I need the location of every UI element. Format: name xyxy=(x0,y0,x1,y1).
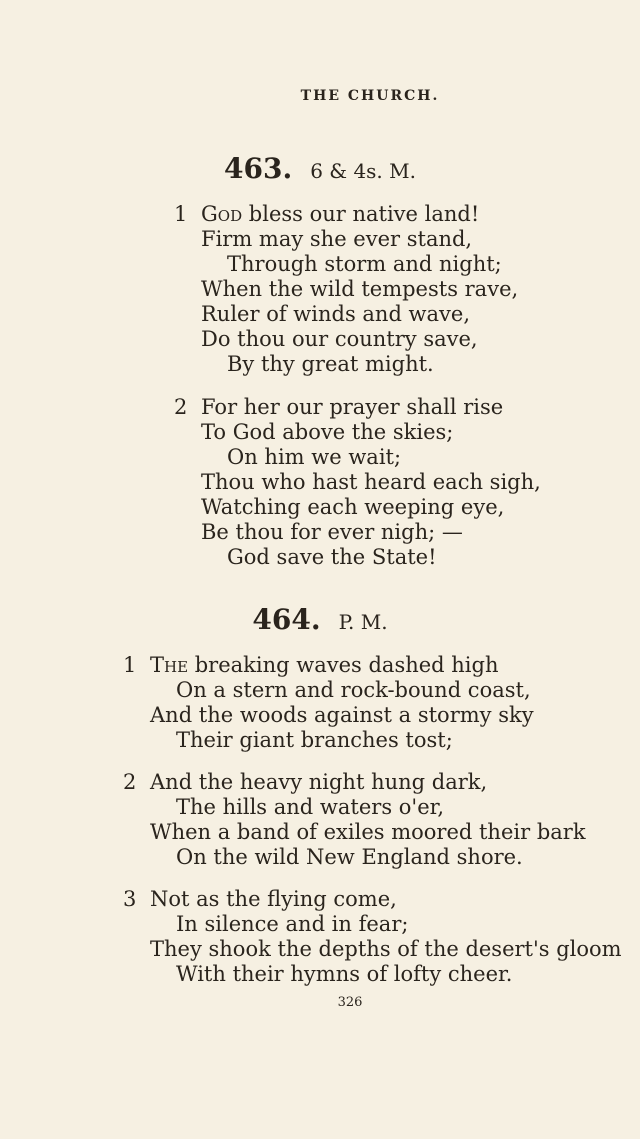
verse-line: When a band of exiles moored their bark xyxy=(150,820,586,844)
first-line-rest: breaking waves dashed high xyxy=(188,653,499,677)
hymn-meter: P. M. xyxy=(338,610,388,634)
hymn-463-stanza-2 xyxy=(174,395,541,570)
stanza-number: 2 xyxy=(174,395,188,419)
hymn-number: 464. xyxy=(252,603,321,636)
verse-line: In silence and in fear; xyxy=(176,912,409,936)
stanza-number: 2 xyxy=(123,770,137,794)
verse-line: Be thou for ever nigh; — xyxy=(201,520,463,544)
hymn-464-stanza-1 xyxy=(123,653,534,753)
hymn-464-stanza-2 xyxy=(123,770,586,870)
verse-line: Thou who hast heard each sigh, xyxy=(201,470,541,494)
verse-line: Through storm and night; xyxy=(227,252,502,276)
verse-line: Watching each weeping eye, xyxy=(201,495,505,519)
verse-line: By thy great might. xyxy=(227,352,434,376)
verse-line: When the wild tempests rave, xyxy=(201,277,519,301)
first-line-rest: bless our native land! xyxy=(242,202,480,226)
verse-line: Firm may she ever stand, xyxy=(201,227,473,251)
verse-line: Not as the flying come, xyxy=(150,887,397,911)
first-word: The xyxy=(150,653,189,677)
running-head: THE CHURCH. xyxy=(300,88,440,104)
first-word: God xyxy=(201,202,243,226)
hymn-463-heading xyxy=(0,152,640,185)
verse-line: And the woods against a stormy sky xyxy=(150,703,534,727)
stanza-number: 1 xyxy=(174,202,188,226)
hymn-number: 463. xyxy=(224,152,293,185)
verse-line: Do thou our country save, xyxy=(201,327,478,351)
hymn-463-stanza-1 xyxy=(174,202,519,377)
stanza-number: 3 xyxy=(123,887,137,911)
verse-line: On a stern and rock-bound coast, xyxy=(176,678,531,702)
verse-line: They shook the depths of the desert's gloom xyxy=(150,937,622,961)
page-number: 326 xyxy=(337,995,363,1010)
hymn-464-heading xyxy=(0,603,640,636)
verse-line: For her our prayer shall rise xyxy=(201,395,504,419)
verse-line: Ruler of winds and wave, xyxy=(201,302,471,326)
verse-line: The hills and waters o'er, xyxy=(176,795,445,819)
verse-line: And the heavy night hung dark, xyxy=(150,770,488,794)
verse-line: On the wild New England shore. xyxy=(176,845,523,869)
verse-line: God save the State! xyxy=(227,545,437,569)
hymn-464-stanza-3 xyxy=(123,887,622,987)
verse-line: Their giant branches tost; xyxy=(176,728,453,752)
stanza-number: 1 xyxy=(123,653,137,677)
verse-line: With their hymns of lofty cheer. xyxy=(176,962,513,986)
verse-line: On him we wait; xyxy=(227,445,402,469)
hymn-meter: 6 & 4s. M. xyxy=(310,159,416,183)
verse-line: To God above the skies; xyxy=(201,420,454,444)
